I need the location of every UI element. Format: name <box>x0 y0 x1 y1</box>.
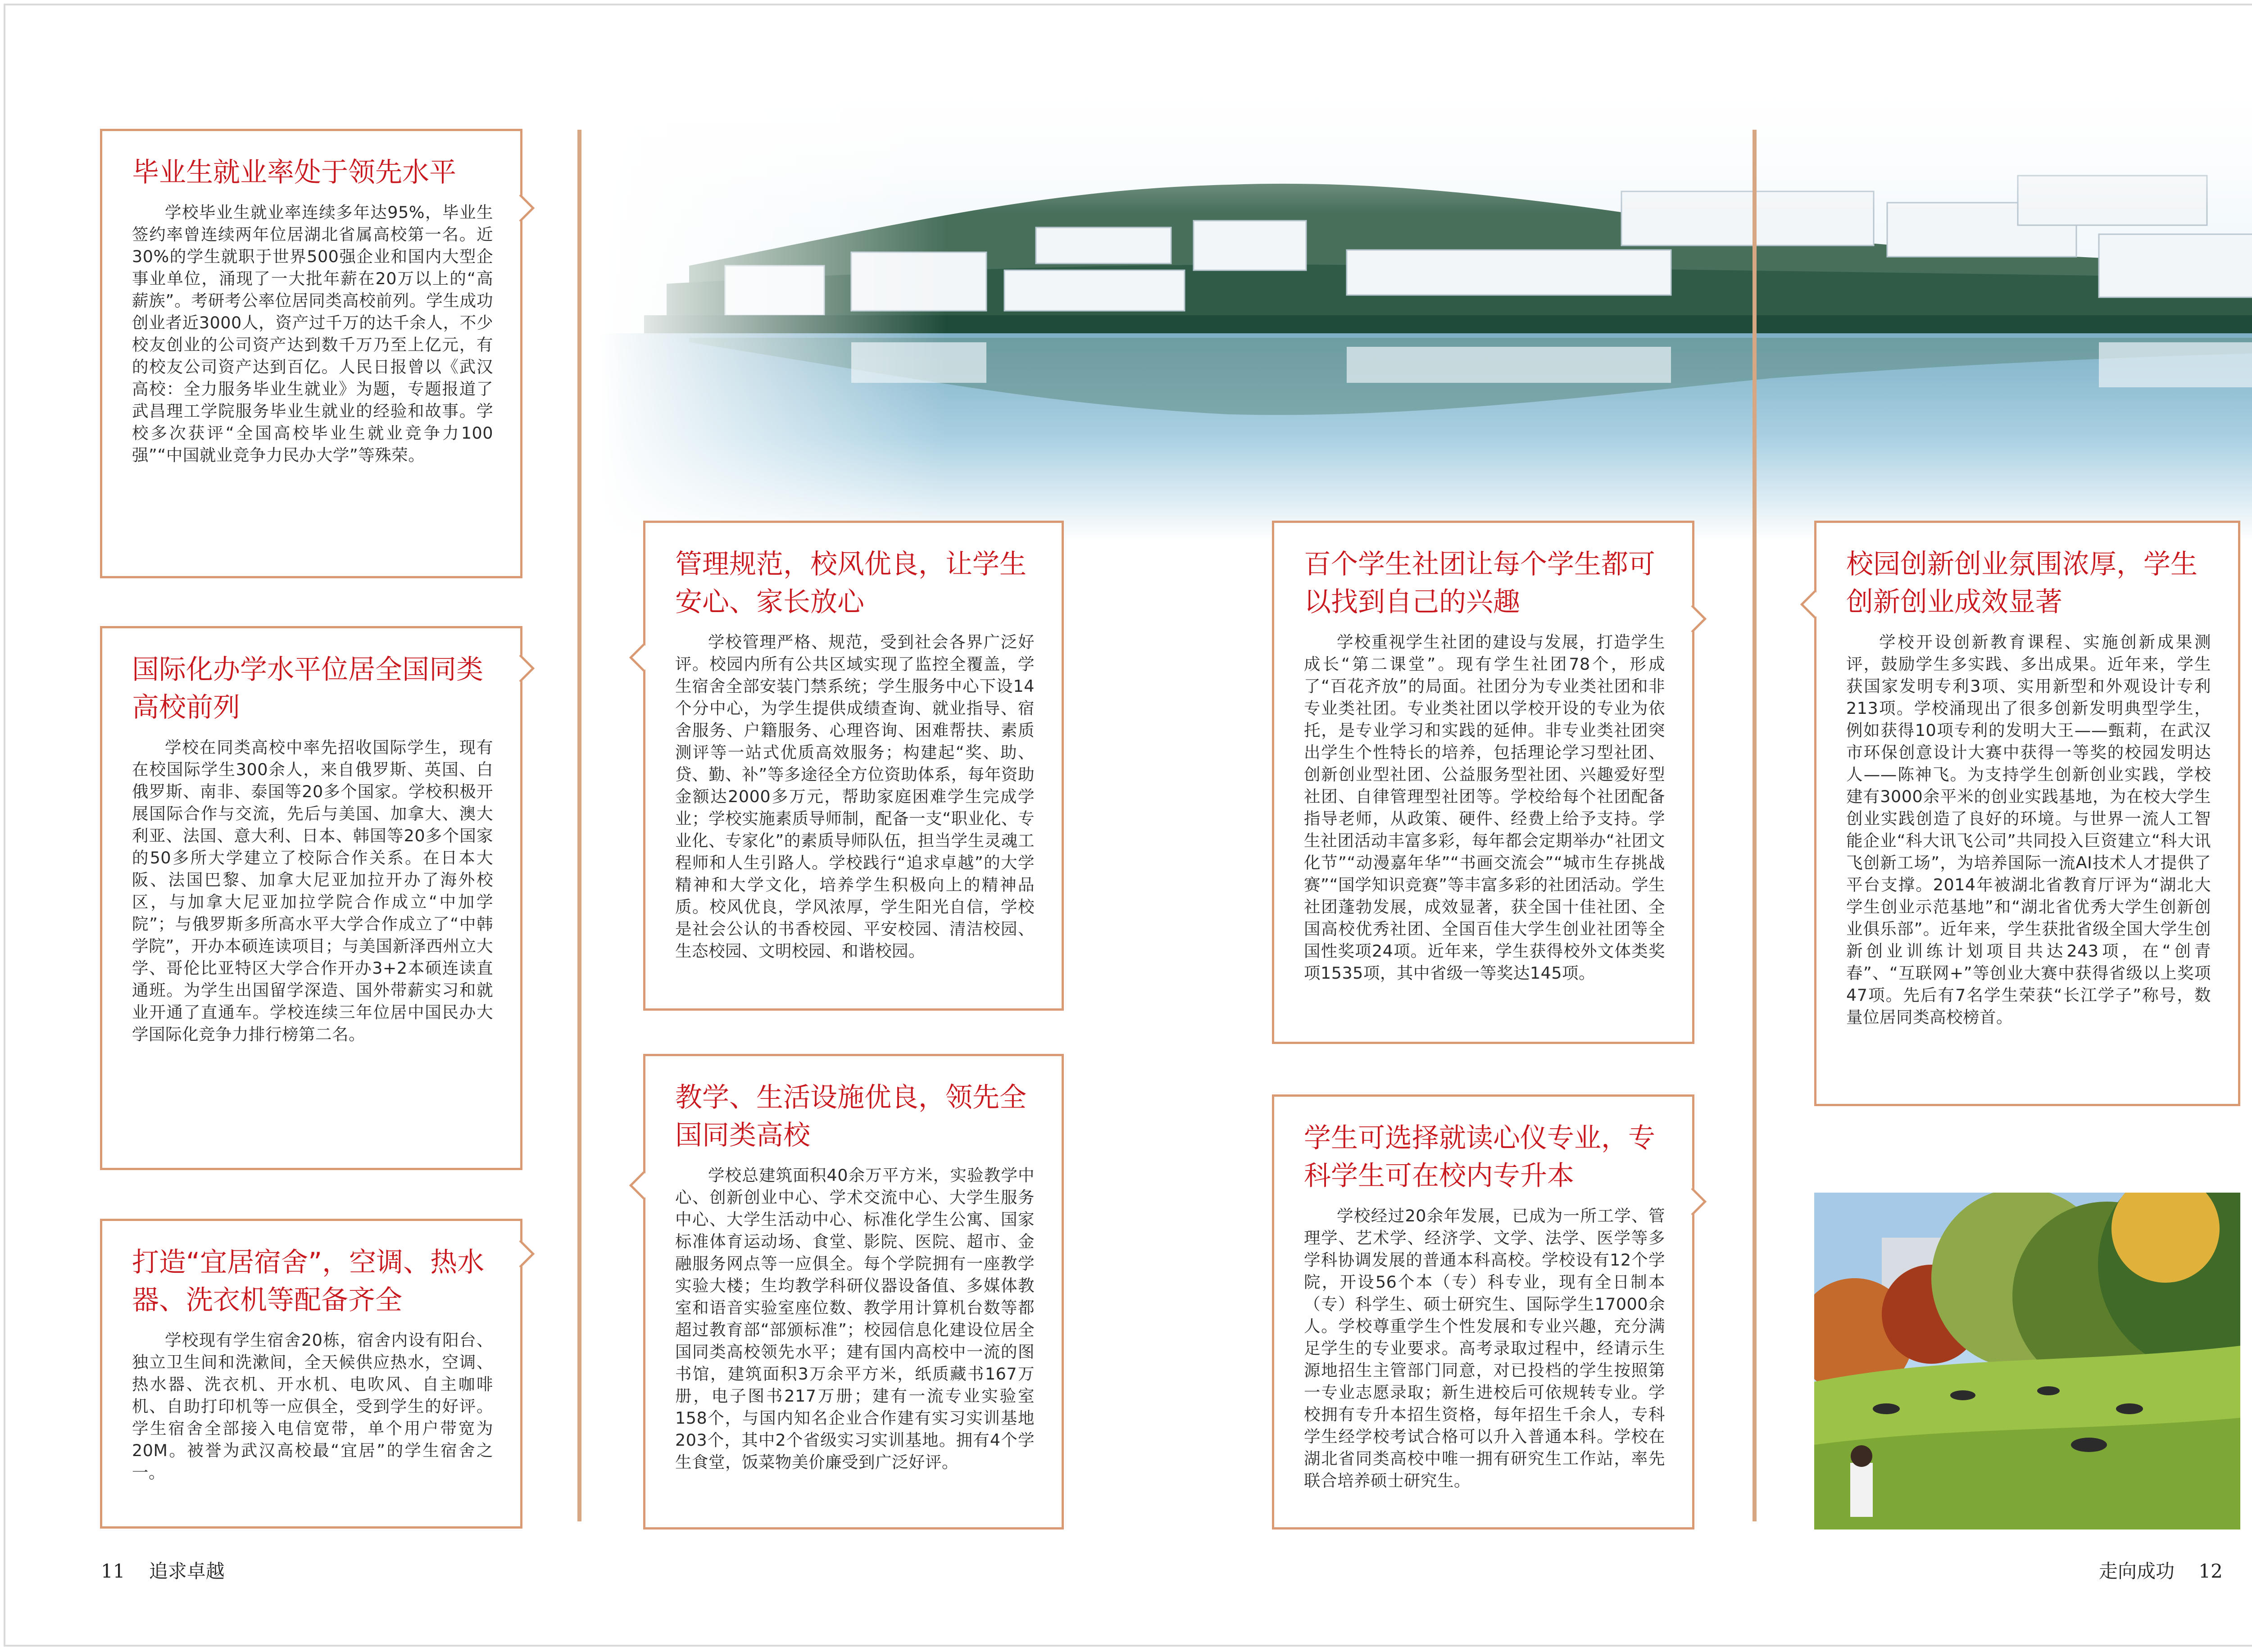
panel-body: 学校经过20余年发展，已成为一所工学、管理学、艺术学、经济学、文学、法学、医学等多学科协调发展的普通本科高校。学校设有12个学院，开设56个本（专）科专业，现有全日制本（专）科学生、硕士研究生、国际学生17000余人。学校尊重学生个性发展和专业兴趣，充分满足学生的专业要求。高考录取过程中，经请示生源地招生主管部门同意，对已投档的学生按照第一专业志愿录取；新生进校后可依规转专业。学校拥有专升本招生资格，每年招生千余人，专科学生经学校考试合格可以升入普通本科。学校在湖北省同类高校中唯一拥有研究生工作站，率先联合培养硕士研究生。 <box>1304 1206 1665 1490</box>
page-number-left: 11 <box>101 1560 125 1582</box>
timeline-right <box>1753 130 1757 1521</box>
campus-lake-photo <box>599 72 2252 540</box>
panel-title: 管理规范，校风优良，让学生安心、家长放心 <box>675 549 1026 618</box>
panel-body: 学校开设创新教育课程、实施创新成果测评，鼓励学生多实践、多出成果。近年来，学生获国家发明专利3项、实用新型和外观设计专利213项。学校涌现出了很多创新发明典型学生，例如获得10项专利的发明大王——甄莉，在武汉市环保创意设计大赛中获得一等奖的校园发明达人——陈神飞。为支持学生创新创业实践，学校建有3000余平米的创业实践基地，为在校大学生创业实践创造了良好的环境。与世界一流人工智能企业“科大讯飞公司”共同投入巨资建立“科大讯飞创新工场”，为培养国际一流AI技术人才提供了平台支撑。2014年被湖北省教育厅评为“湖北大学生创业示范基地”和“湖北省优秀大学生创新创业俱乐部”。近年来，学生获批省级全国大学生创新创业训练计划项目共达243项，在“创青春”、“互联网+”等创业大赛中获得省级以上奖项47项。先后有7名学生荣获“长江学子”称号，数量位居同类高校榜首。 <box>1846 632 2211 1027</box>
panel-title: 校园创新创业氛围浓厚，学生创新创业成效显著 <box>1846 549 2198 618</box>
footer-caption-right: 走向成功 <box>2099 1560 2175 1582</box>
panel-title: 教学、生活设施优良，领先全国同类高校 <box>675 1082 1026 1151</box>
footer-right <box>2099 1557 2223 1584</box>
panel-dorm <box>100 1219 522 1529</box>
panel-body: 学校现有学生宿舍20栋，宿舍内设有阳台、独立卫生间和洗漱间，全天候供应热水，空调、热水器、洗衣机、开水机、电吹风、自主咖啡机、自助打印机等一应俱全，受到学生的好评。学生宿舍全部接入电信宽带，单个用户带宽为20M。被誉为武汉高校最“宜居”的学生宿舍之一。 <box>132 1330 493 1482</box>
panel-facilities <box>643 1054 1064 1529</box>
panel-body: 学校管理严格、规范，受到社会各界广泛好评。校园内所有公共区域实现了监控全覆盖，学生宿舍全部安装门禁系统；学生服务中心下设14个分中心，为学生提供成绩查询、就业指导、宿舍服务、户籍服务、心理咨询、困难帮扶、素质测评等一站式优质高效服务；构建起“奖、助、贷、勤、补”等多途径全方位资助体系，每年资助金额达2000多万元，帮助家庭困难学生完成学业；学校实施素质导师制，配备一支“职业化、专业化、专家化”的素质导师队伍，担当学生灵魂工程师和人生引路人。学校践行“追求卓越”的大学精神和大学文化，培养学生积极向上的精神品质。校风优良，学风浓厚，学生阳光自信，学校是社会公认的书香校园、平安校园、清洁校园、生态校园、文明校园、和谐校园。 <box>675 632 1035 961</box>
footer-caption-left: 追求卓越 <box>149 1560 225 1582</box>
panel-title: 学生可选择就读心仪专业，专科学生可在校内专升本 <box>1304 1122 1655 1192</box>
panel-title: 毕业生就业率处于领先水平 <box>132 157 456 188</box>
panel-body: 学校在同类高校中率先招收国际学生，现有在校国际学生300余人，来自俄罗斯、英国、白俄罗斯、南非、泰国等20多个国家。学校积极开展国际合作与交流，先后与美国、加拿大、澳大利亚、法国、意大利、日本、韩国等20多个国家的50多所大学建立了校际合作关系。在日本大阪、法国巴黎、加拿大尼亚加拉开办了海外校区，与加拿大尼亚加拉学院合作成立“中加学院”；与俄罗斯多所高水平大学合作成立了“中韩学院”，开办本硕连读项目；与美国新泽西州立大学、哥伦比亚特区大学合作开办3+2本硕连读直通班。为学生出国留学深造、国外带薪实习和就业开通了直通车。学校连续三年位居中国民办大学国际化竞争力排行榜第二名。 <box>132 738 493 1044</box>
panel-body: 学校总建筑面积40余万平方米，实验教学中心、创新创业中心、学术交流中心、大学生服务中心、大学生活动中心、标准化学生公寓、国家标准体育运动场、食堂、影院、医院、超市、金融服务网点等一应俱全。每个学院拥有一座教学实验大楼；生均教学科研仪器设备值、多媒体教室和语音实验室座位数、教学用计算机台数等都超过教育部“部颁标准”；校园信息化建设位居全国同类高校领先水平；建有国内高校中一流的图书馆，建筑面积3万余平方米，纸质藏书167万册，电子图书217万册；建有一流专业实验室158个，与国内知名企业合作建有实习实训基地203个，其中2个省级实习实训基地。拥有4个学生食堂，饭菜物美价廉受到广泛好评。 <box>675 1166 1035 1472</box>
panel-majors <box>1272 1094 1694 1529</box>
panel-management <box>643 521 1064 1011</box>
panel-body: 学校毕业生就业率连续多年达95%，毕业生签约率曾连续两年位居湖北省属高校第一名。近30%的学生就职于世界500强企业和国内大型企事业单位，涌现了一大批年薪在20万以上的“高薪族”。考研考公率位居同类高校前列。学生成功创业者近3000人，资产过千万的达千余人，不少校友创业的公司资产达到数千万乃至上亿元，有的校友公司资产达到百亿。人民日报曾以《武汉高校：全力服务毕业生就业》为题，专题报道了武昌理工学院服务毕业生就业的经验和故事。学校多次获评“全国高校毕业生就业竞争力100强”“中国就业竞争力民办大学”等殊荣。 <box>132 203 493 465</box>
panel-body: 学校重视学生社团的建设与发展，打造学生成长“第二课堂”。现有学生社团78个，形成了“百花齐放”的局面。社团分为专业类社团和非专业类社团。专业类社团以学校开设的专业为依托，是专业学习和实践的延伸。非专业类社团突出学生个性特长的培养，包括理论学习型社团、创新创业型社团、公益服务型社团、兴趣爱好型社团、自律管理型社团等。学校给每个社团配备指导老师，从政策、硬件、经费上给予支持。学生社团活动丰富多彩，每年都会定期举办“社团文化节”“动漫嘉年华”“书画交流会”“城市生存挑战赛”“国学知识竞赛”等丰富多彩的社团活动。学生社团蓬勃发展，成效显著，获全国十佳社团、全国高校优秀社团、全国百佳大学生创业社团等全国性奖项24项。近年来，学生获得校外文体类奖项1535项，其中省级一等奖达145项。 <box>1304 632 1665 983</box>
panel-title: 百个学生社团让每个学生都可以找到自己的兴趣 <box>1304 549 1655 618</box>
students-lawn-photo <box>1814 1193 2240 1529</box>
panel-international <box>100 626 522 1170</box>
panel-title: 国际化办学水平位居全国同类高校前列 <box>132 654 483 723</box>
panel-title: 打造“宜居宿舍”，空调、热水器、洗衣机等配备齐全 <box>132 1247 485 1316</box>
footer-left <box>101 1557 225 1584</box>
panel-clubs <box>1272 521 1694 1044</box>
panel-employment <box>100 129 522 578</box>
page-number-right: 12 <box>2198 1560 2223 1582</box>
panel-innovation <box>1814 521 2240 1106</box>
timeline-left <box>577 130 581 1521</box>
